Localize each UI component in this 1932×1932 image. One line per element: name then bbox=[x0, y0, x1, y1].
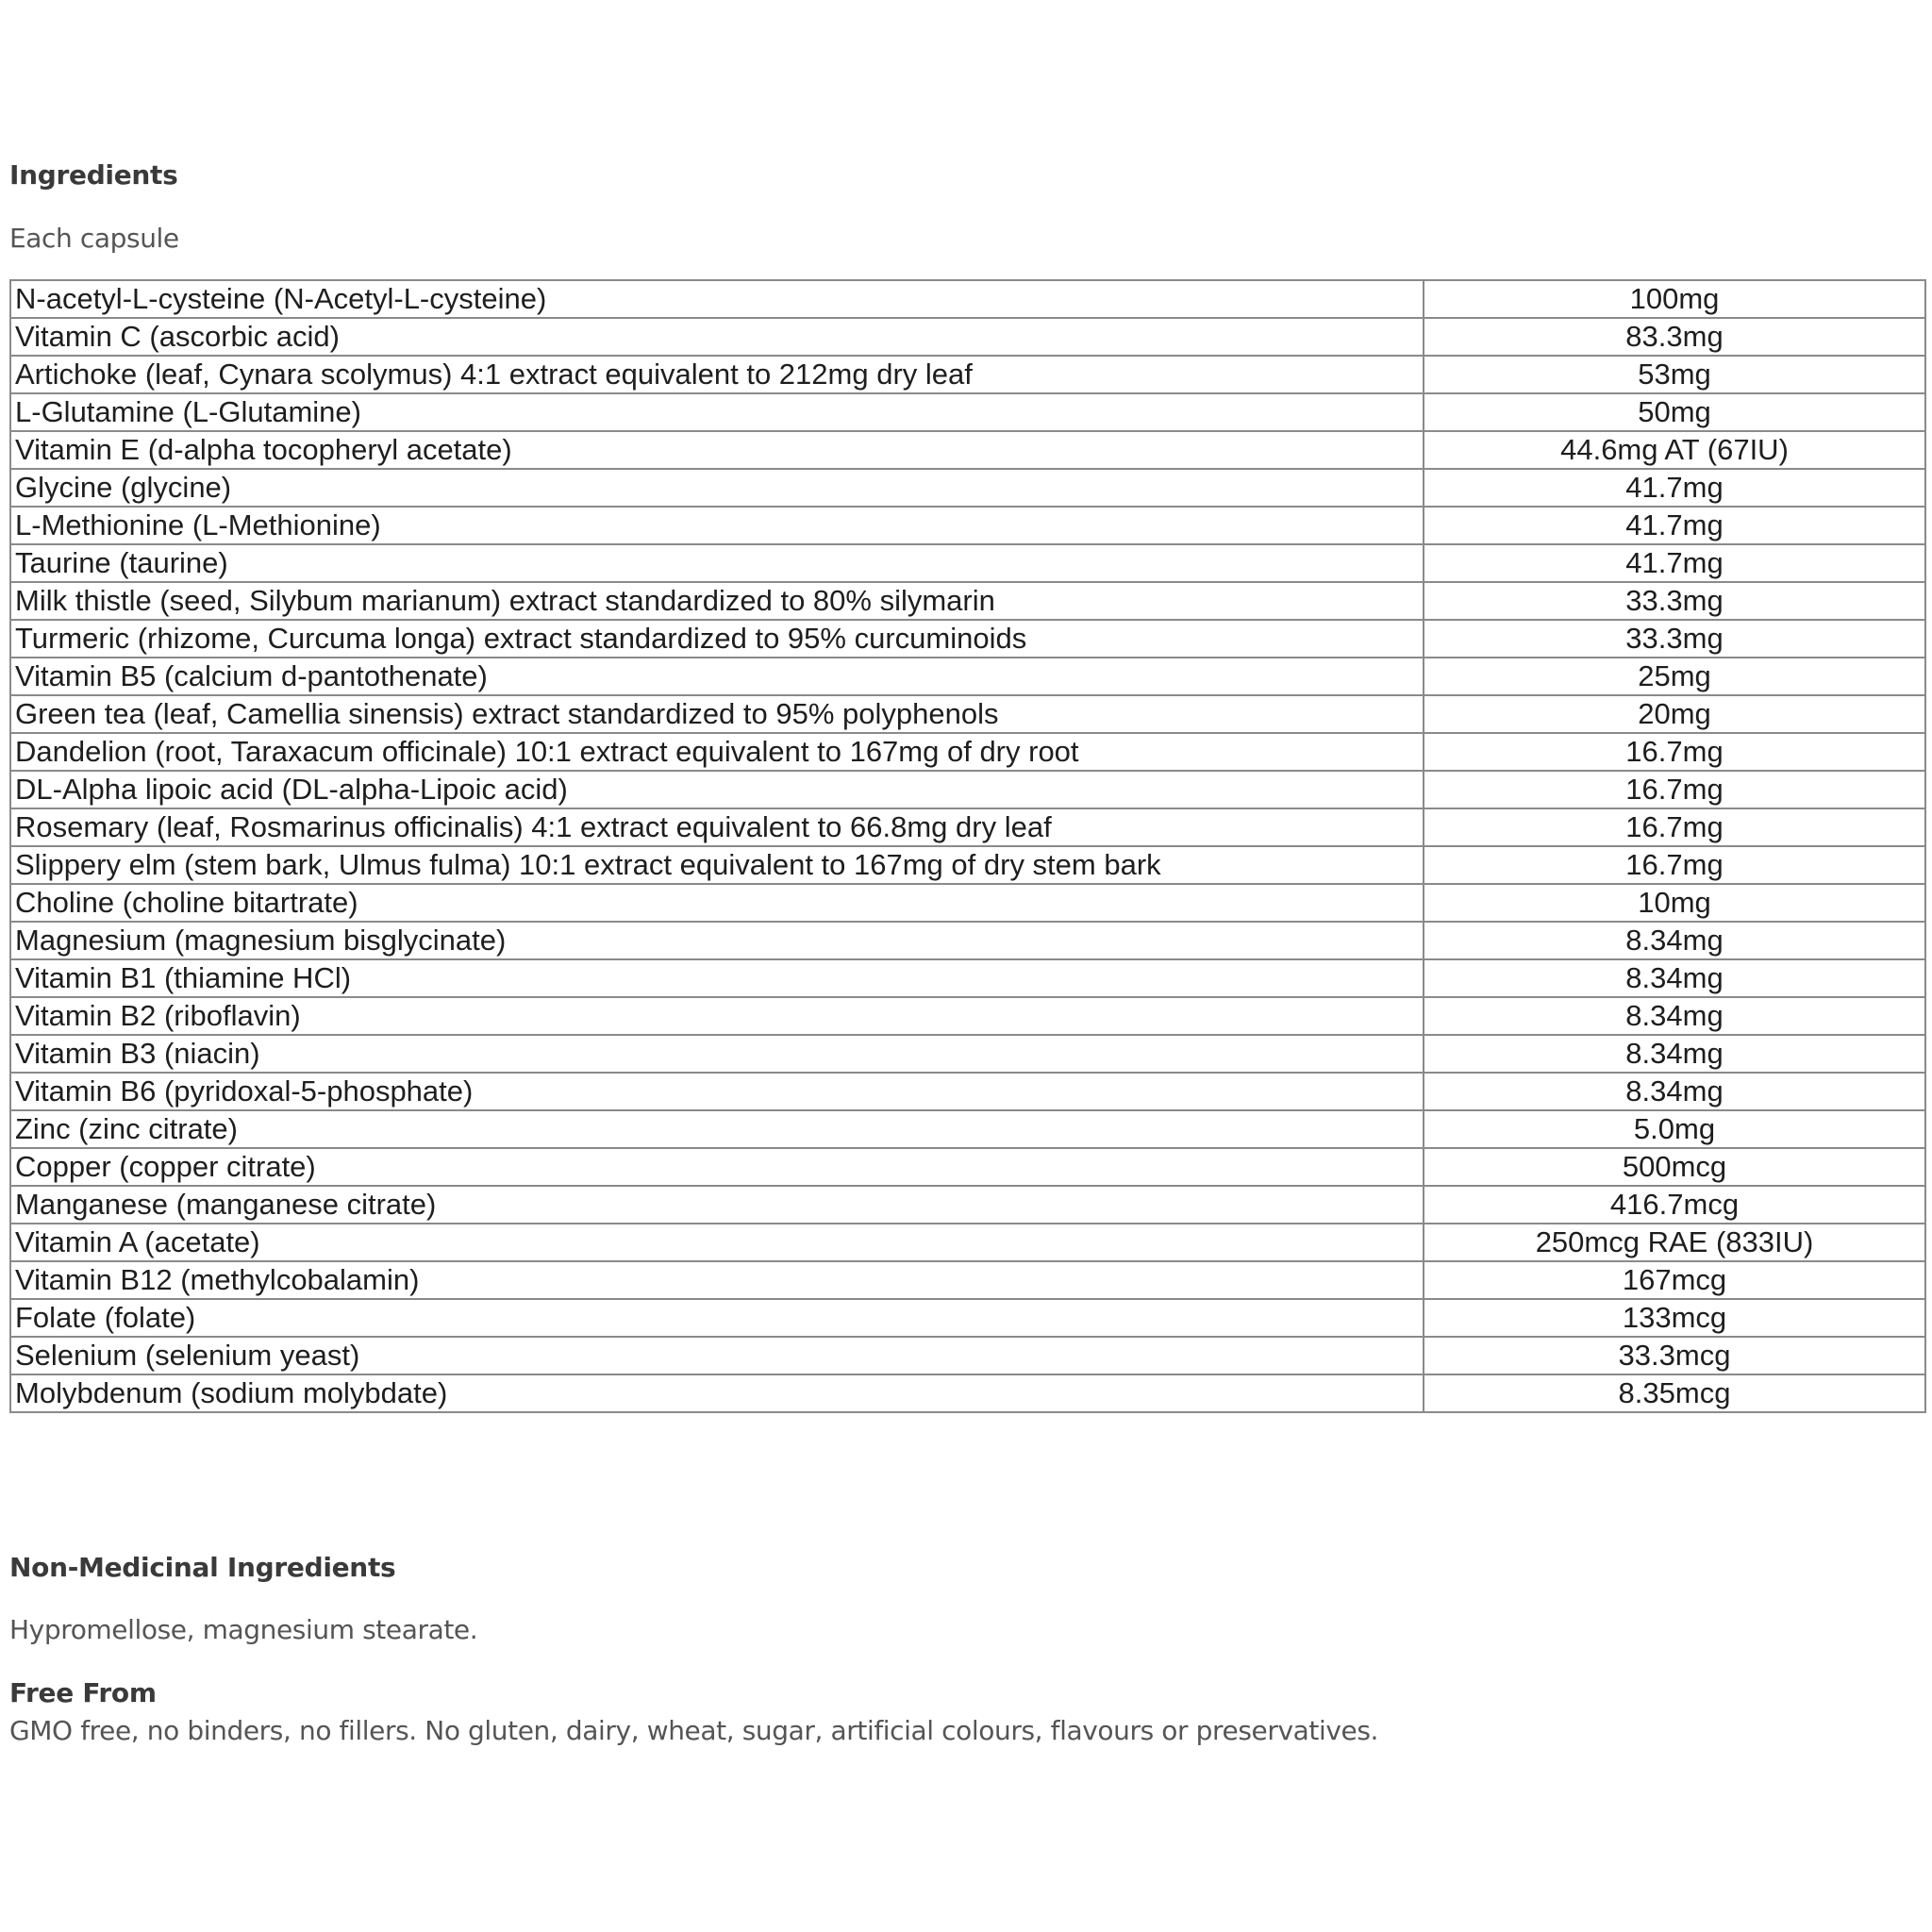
ingredient-name-cell: Copper (copper citrate) bbox=[10, 1148, 1424, 1186]
ingredient-name-cell: Green tea (leaf, Camellia sinensis) extract standardized to 95% polyphenols bbox=[10, 695, 1424, 733]
table-row bbox=[10, 695, 1925, 733]
table-row bbox=[10, 544, 1925, 582]
ingredient-amount-cell: 83.3mg bbox=[1424, 318, 1925, 356]
table-row bbox=[10, 997, 1925, 1035]
table-row bbox=[10, 771, 1925, 808]
table-row bbox=[10, 431, 1925, 469]
table-row bbox=[10, 884, 1925, 922]
table-row bbox=[10, 1224, 1925, 1261]
ingredient-amount-cell: 20mg bbox=[1424, 695, 1925, 733]
ingredient-amount-cell: 250mcg RAE (833IU) bbox=[1424, 1224, 1925, 1261]
ingredient-amount-cell: 8.34mg bbox=[1424, 1035, 1925, 1073]
ingredient-name-cell: L-Glutamine (L-Glutamine) bbox=[10, 393, 1424, 431]
ingredient-name-cell: Vitamin E (d-alpha tocopheryl acetate) bbox=[10, 431, 1424, 469]
ingredient-amount-cell: 100mg bbox=[1424, 280, 1925, 318]
ingredients-table-body bbox=[10, 280, 1925, 1412]
ingredient-amount-cell: 50mg bbox=[1424, 393, 1925, 431]
ingredient-name-cell: Vitamin B12 (methylcobalamin) bbox=[10, 1261, 1424, 1299]
ingredient-name-cell: Zinc (zinc citrate) bbox=[10, 1110, 1424, 1148]
ingredient-amount-cell: 33.3mg bbox=[1424, 620, 1925, 658]
table-row bbox=[10, 959, 1925, 997]
ingredient-amount-cell: 41.7mg bbox=[1424, 469, 1925, 507]
table-row bbox=[10, 1374, 1925, 1412]
ingredient-name-cell: Slippery elm (stem bark, Ulmus fulma) 10:1 extract equivalent to 167mg of dry stem bark bbox=[10, 846, 1424, 884]
free-from-heading: Free From bbox=[9, 1677, 157, 1708]
ingredient-amount-cell: 8.34mg bbox=[1424, 922, 1925, 959]
ingredient-name-cell: Artichoke (leaf, Cynara scolymus) 4:1 extract equivalent to 212mg dry leaf bbox=[10, 356, 1424, 393]
ingredient-amount-cell: 33.3mcg bbox=[1424, 1337, 1925, 1374]
table-row bbox=[10, 582, 1925, 620]
ingredient-amount-cell: 8.34mg bbox=[1424, 1073, 1925, 1110]
ingredient-name-cell: Milk thistle (seed, Silybum marianum) extract standardized to 80% silymarin bbox=[10, 582, 1424, 620]
ingredient-name-cell: Rosemary (leaf, Rosmarinus officinalis) 4:1 extract equivalent to 66.8mg dry leaf bbox=[10, 808, 1424, 846]
ingredient-name-cell: Vitamin A (acetate) bbox=[10, 1224, 1424, 1261]
table-row bbox=[10, 1299, 1925, 1337]
table-row bbox=[10, 1035, 1925, 1073]
ingredient-amount-cell: 41.7mg bbox=[1424, 544, 1925, 582]
ingredient-amount-cell: 500mcg bbox=[1424, 1148, 1925, 1186]
serving-size-text: Each capsule bbox=[9, 223, 179, 254]
ingredient-amount-cell: 416.7mcg bbox=[1424, 1186, 1925, 1224]
ingredient-name-cell: Dandelion (root, Taraxacum officinale) 10:1 extract equivalent to 167mg of dry root bbox=[10, 733, 1424, 771]
table-row bbox=[10, 393, 1925, 431]
table-row bbox=[10, 1110, 1925, 1148]
ingredient-amount-cell: 133mcg bbox=[1424, 1299, 1925, 1337]
ingredient-amount-cell: 8.34mg bbox=[1424, 959, 1925, 997]
table-row bbox=[10, 469, 1925, 507]
table-row bbox=[10, 620, 1925, 658]
non-medicinal-heading: Non-Medicinal Ingredients bbox=[9, 1552, 396, 1583]
ingredient-name-cell: Folate (folate) bbox=[10, 1299, 1424, 1337]
ingredient-amount-cell: 8.34mg bbox=[1424, 997, 1925, 1035]
table-row bbox=[10, 1337, 1925, 1374]
ingredient-amount-cell: 44.6mg AT (67IU) bbox=[1424, 431, 1925, 469]
ingredient-amount-cell: 16.7mg bbox=[1424, 808, 1925, 846]
ingredient-name-cell: Vitamin B1 (thiamine HCl) bbox=[10, 959, 1424, 997]
ingredient-name-cell: Magnesium (magnesium bisglycinate) bbox=[10, 922, 1424, 959]
ingredient-name-cell: Choline (choline bitartrate) bbox=[10, 884, 1424, 922]
table-row bbox=[10, 658, 1925, 695]
ingredient-amount-cell: 167mcg bbox=[1424, 1261, 1925, 1299]
ingredient-name-cell: Selenium (selenium yeast) bbox=[10, 1337, 1424, 1374]
ingredient-name-cell: Turmeric (rhizome, Curcuma longa) extract standardized to 95% curcuminoids bbox=[10, 620, 1424, 658]
ingredient-amount-cell: 16.7mg bbox=[1424, 771, 1925, 808]
ingredients-heading: Ingredients bbox=[9, 159, 178, 191]
table-row bbox=[10, 922, 1925, 959]
table-row bbox=[10, 1073, 1925, 1110]
non-medicinal-text: Hypromellose, magnesium stearate. bbox=[9, 1614, 478, 1645]
ingredient-amount-cell: 5.0mg bbox=[1424, 1110, 1925, 1148]
ingredient-name-cell: Vitamin B3 (niacin) bbox=[10, 1035, 1424, 1073]
table-row bbox=[10, 356, 1925, 393]
table-row bbox=[10, 1148, 1925, 1186]
table-row bbox=[10, 280, 1925, 318]
ingredient-name-cell: Taurine (taurine) bbox=[10, 544, 1424, 582]
ingredient-amount-cell: 10mg bbox=[1424, 884, 1925, 922]
ingredient-amount-cell: 33.3mg bbox=[1424, 582, 1925, 620]
ingredient-amount-cell: 8.35mcg bbox=[1424, 1374, 1925, 1412]
table-row bbox=[10, 1261, 1925, 1299]
ingredient-amount-cell: 53mg bbox=[1424, 356, 1925, 393]
ingredient-name-cell: N-acetyl-L-cysteine (N-Acetyl-L-cysteine) bbox=[10, 280, 1424, 318]
table-row bbox=[10, 846, 1925, 884]
table-row bbox=[10, 318, 1925, 356]
ingredient-name-cell: L-Methionine (L-Methionine) bbox=[10, 507, 1424, 544]
ingredient-name-cell: Glycine (glycine) bbox=[10, 469, 1424, 507]
ingredient-name-cell: Manganese (manganese citrate) bbox=[10, 1186, 1424, 1224]
ingredient-name-cell: Vitamin B2 (riboflavin) bbox=[10, 997, 1424, 1035]
ingredient-name-cell: DL-Alpha lipoic acid (DL-alpha-Lipoic acid) bbox=[10, 771, 1424, 808]
ingredient-name-cell: Vitamin C (ascorbic acid) bbox=[10, 318, 1424, 356]
ingredient-amount-cell: 41.7mg bbox=[1424, 507, 1925, 544]
ingredient-name-cell: Molybdenum (sodium molybdate) bbox=[10, 1374, 1424, 1412]
table-row bbox=[10, 733, 1925, 771]
table-row bbox=[10, 1186, 1925, 1224]
ingredient-name-cell: Vitamin B6 (pyridoxal-5-phosphate) bbox=[10, 1073, 1424, 1110]
table-row bbox=[10, 507, 1925, 544]
table-row bbox=[10, 808, 1925, 846]
free-from-text: GMO free, no binders, no fillers. No gluten, dairy, wheat, sugar, artificial colours, flavours or preservatives. bbox=[9, 1715, 1379, 1746]
ingredient-name-cell: Vitamin B5 (calcium d-pantothenate) bbox=[10, 658, 1424, 695]
ingredients-table bbox=[9, 279, 1926, 1413]
ingredient-amount-cell: 25mg bbox=[1424, 658, 1925, 695]
ingredient-amount-cell: 16.7mg bbox=[1424, 733, 1925, 771]
ingredient-amount-cell: 16.7mg bbox=[1424, 846, 1925, 884]
